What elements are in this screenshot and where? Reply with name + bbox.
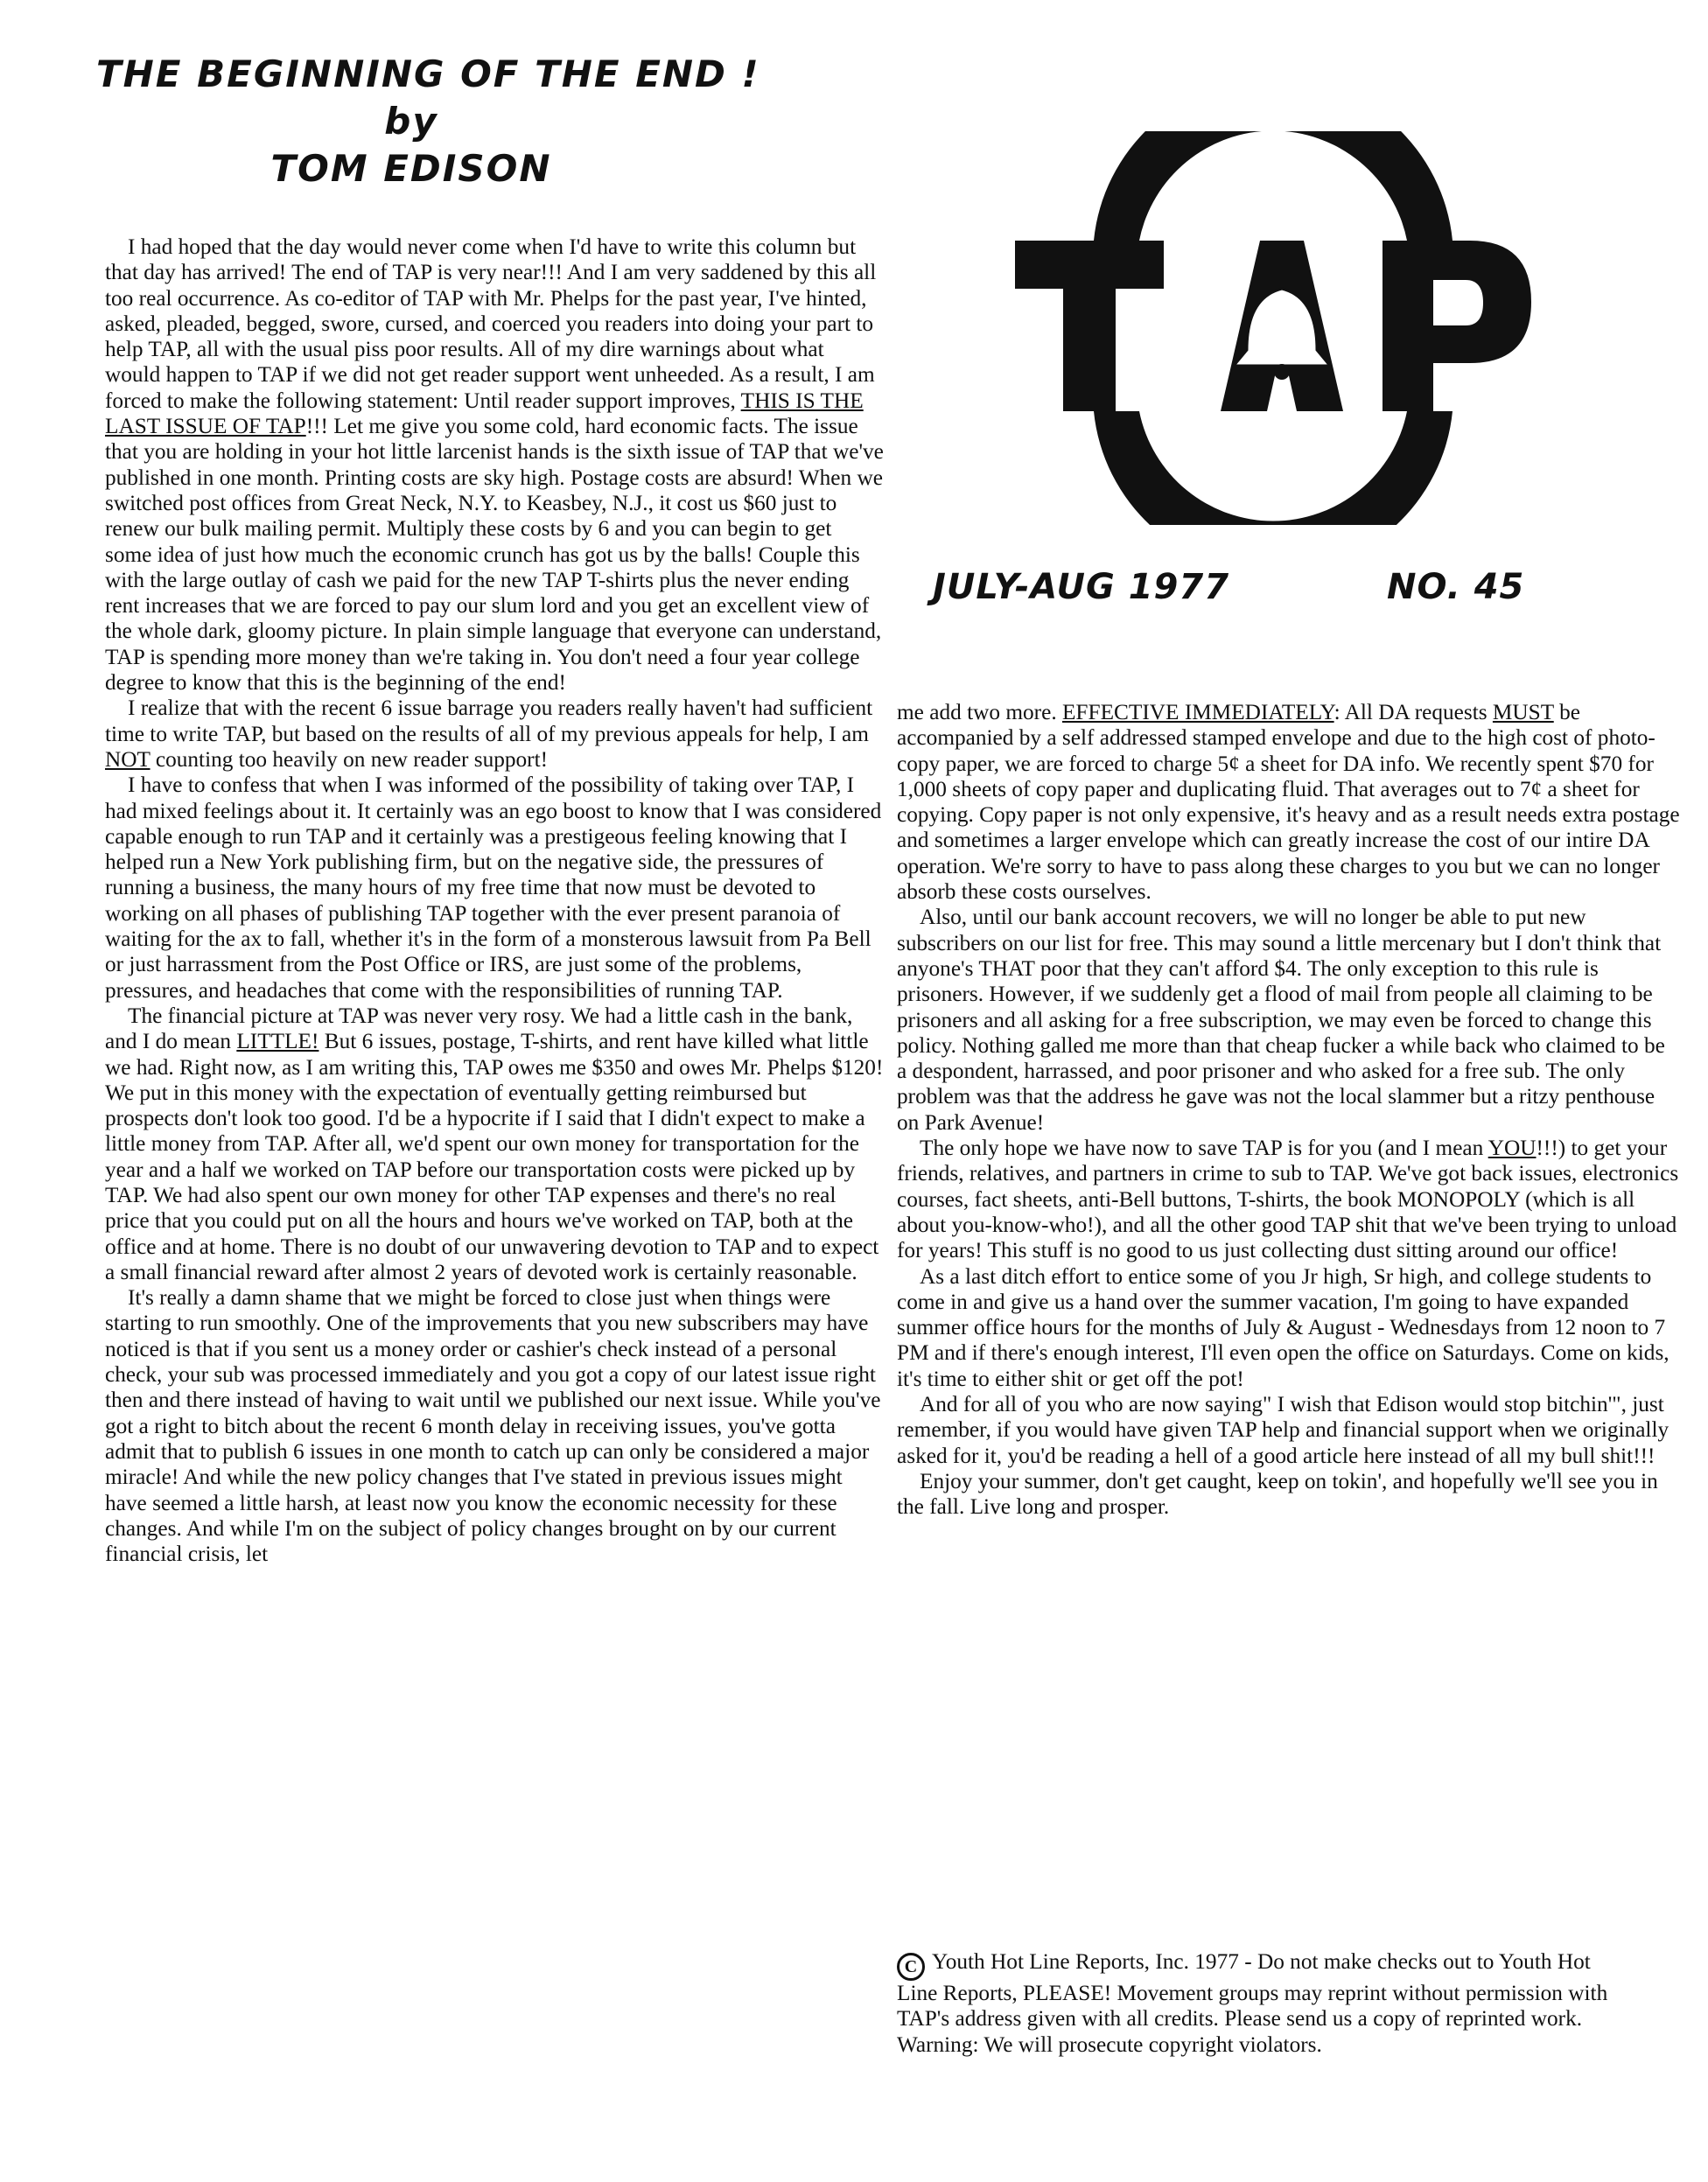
logo-text: TAP <box>1272 521 1274 522</box>
copyright-notice <box>897 1949 1614 2058</box>
r3-underline: YOU <box>1488 1136 1536 1161</box>
r3-text-b: !!!) to get your friends, relatives, and partners in crime to sub to TAP. We've got back issues, electronics courses, fact sheets, anti-Bell buttons, T-shirts, the book MONOPOLY (which is all about you-know-who!), and all the other good TAP shit that we've been trying to unload for years! This stuff is no good to us just collecting dust sitting around our office! <box>897 1136 1679 1263</box>
paragraph-r5: And for all of you who are now saying" I wish that Edison would stop bitchin'", just remember, if you would have given TAP help and financial support when we originally asked for it, you'd be reading a hell of a good article here instead of all my bull shit!!! <box>897 1392 1670 1468</box>
letter-t <box>1015 241 1164 411</box>
article-column-left <box>105 234 884 1567</box>
p1-text-b: !!! Let me give you some cold, hard economic facts. The issue that you are holding in your hot little larcenist hands is the sixth issue of TAP that we've published in one month. Printing costs are sky high. Postage costs are absurd! When we switched post offices from Great Neck, N.Y. to Keasbey, N.J., it cost us $60 just to renew our bulk mailing permit. Multiply these costs by 6 and you can begin to get some idea of just how much the economic crunch has got us by the balls! Couple this with the large outlay of cash we paid for the new TAP T-shirts plus the never ending rent increases that we are forced to pay our slum lord and you get an excellent view of the whole dark, gloomy picture. In plain simple language that everyone can understand, TAP is spending more money than we're taking in. You don't need a four year college degree to know that this is the beginning of the end! <box>105 414 884 696</box>
article-column-right <box>897 700 1680 1521</box>
r1-text-a: me add two more. <box>897 700 1062 724</box>
p2-text-b: counting too heavily on new reader support! <box>150 746 549 772</box>
r1-underline-2: MUST <box>1492 700 1554 724</box>
copyright-text: Youth Hot Line Reports, Inc. 1977 - Do not make checks out to Youth Hot Line Reports, PLEASE! Movement groups may reprint without permission with TAP's address given with all credits. Please send us a copy of reprinted work. Warning: We will prosecute copyright violators. <box>897 1949 1608 2057</box>
r1-text-c: be accompanied by a self addressed stamped envelope and due to the high cost of photo-copy paper, we are forced to charge 5¢ a sheet for DA info. We recently spent $70 for 1,000 sheets of copy paper and duplicating fluid. That averages out to 7¢ a sheet for copying. Copy paper is not only expensive, it's heavy and as a result needs extra postage and sometimes a larger envelope which can greatly increase the cost of our intire DA operation. We're sorry to have to pass along these charges to you but we can no longer absorb these costs ourselves. <box>897 700 1680 905</box>
paragraph-r4: As a last ditch effort to entice some of you Jr high, Sr high, and college students to come in and give us a hand over the summer vacation, I'm going to have expanded summer office hours for the months of July & August - Wednesdays from 12 noon to 7 PM and if there's enough interest, I'll even open the office on Saturdays. Come on kids, it's time to either shit or get off the pot! <box>897 1263 1670 1391</box>
paragraph-r6: Enjoy your summer, don't get caught, keep on tokin', and hopefully we'll see you in the fall. Live long and prosper. <box>897 1468 1658 1520</box>
p1-underline: THIS IS THE LAST ISSUE OF TAP <box>105 388 864 439</box>
paragraph-r3 <box>897 1136 1680 1263</box>
article-title: THE BEGINNING OF THE END ! <box>96 52 760 95</box>
logo-ring-lower <box>1094 411 1452 525</box>
tap-logo <box>1015 131 1531 525</box>
paragraph-5: It's really a damn shame that we might be forced to close just when things were starting to run smoothly. One of the improvements that you new subscribers may have noticed is that if you sent us a money order or cashier's check instead of a personal check, your sub was processed immediately and you got a copy of our latest issue right then and there instead of having to wait until we published our next issue. While you've got a right to bitch about the recent 6 month delay in receiving issues, you've gotta admit that to publish 6 issues in one month to catch up can only be considered a major miracle! And while the new policy changes that I've stated in previous issues might have seemed a little harsh, at least now you know the economic necessity for these changes. And while I'm on the subject of policy changes brought on by our current financial crisis, let <box>105 1285 881 1567</box>
paragraph-3: I have to confess that when I was informed of the possibility of taking over TAP, I had mixed feelings about it. It certainly was an ego boost to know that I was considered capable enough to run TAP and it certainly was a prestigeous feeling knowing that I helped run a New York publishing firm, but on the negative side, the pressures of running a business, the many hours of my free time that now must be devoted to working on all phases of publishing TAP together with the ever present paranoia of waiting for the ax to fall, whether it's in the form of a monsterous lawsuit from Pa Bell or just harrassment from the Post Office or IRS, are just some of the problems, pressures, and headaches that come with the responsibilities of running TAP. <box>105 773 882 1003</box>
p1-text-a: I had hoped that the day would never come when I'd have to write this column but that day has arrived! The end of TAP is very near!!! And I am very saddened by this all too real occurrence. As co-editor of TAP with Mr. Phelps for the past year, I've hinted, asked, pleaded, begged, swore, cursed, and coerced you readers into doing your part to help TAP, all with the usual piss poor results. All of my dire warnings about what would happen to TAP if we did not get reader support went unheeded. As a result, I am forced to make the following statement: Until reader support improves, <box>105 234 877 413</box>
issue-date: JULY-AUG 1977 <box>933 567 1230 607</box>
copyright-icon: C <box>897 1953 925 1981</box>
p4-text-a: The financial picture at TAP was never very rosy. We had a little cash in the bank, and I do mean <box>105 1003 853 1054</box>
author-name: TOM EDISON <box>270 147 552 190</box>
p2-underline: NOT <box>105 746 150 772</box>
r3-text-a: The only hope we have now to save TAP is for you (and I mean <box>920 1136 1488 1161</box>
p4-text-b: But 6 issues, postage, T-shirts, and rent have killed what little we had. Right now, as I am writing this, TAP owes me $350 and owes Mr. Phelps $120! We put in this money with the expectation of eventually getting reimbursed but prospects don't look too good. I'd be a hypocrite if I said that I didn't expect to make a little money from TAP. After all, we'd spent our own money for transportation for the year and a half we worked on TAP before our transportation costs were picked up by TAP. We had also spent our own money for other TAP expenses and there's no real price that you could put on all the hours and hours we've worked on TAP, both at the office and at home. There is no doubt of our unwavering devotion to TAP and to expect a small financial reward after almost 2 years of devoted work is certainly reasonable. <box>105 1029 884 1284</box>
paragraph-r1 <box>897 700 1680 905</box>
letter-p <box>1382 241 1531 411</box>
article-headline <box>96 51 760 192</box>
paragraph-4 <box>105 1004 884 1285</box>
logo-ring <box>1094 131 1452 241</box>
issue-number: NO. 45 <box>1387 567 1525 607</box>
paragraph-1 <box>105 234 884 696</box>
byline-by: by <box>384 100 438 143</box>
paragraph-2 <box>105 696 884 773</box>
p2-text-a: I realize that with the recent 6 issue barrage you readers really haven't had sufficient time to write TAP, but based on the results of all of my previous appeals for help, I am <box>105 696 873 746</box>
paragraph-r2: Also, until our bank account recovers, we will no longer be able to put new subscribers on our list for free. This may sound a little mercenary but I don't think that anyone's THAT poor that they can't afford $4. The only exception to this rule is prisoners. However, if we suddenly get a flood of mail from people all claiming to be prisoners and all asking for a free subscription, we may even be forced to change this policy. Nothing galled me more than that cheap fucker a while back who claimed to be a despondent, harrassed, and poor prisoner and who asked for a free sub. The only problem was that the address he gave was not the local slammer but a ritzy penthouse on Park Avenue! <box>897 905 1665 1135</box>
p4-underline: LITTLE! <box>236 1029 319 1054</box>
r1-underline-1: EFFECTIVE IMMEDIATELY <box>1061 700 1334 724</box>
r1-text-b: : All DA requests <box>1334 700 1493 724</box>
